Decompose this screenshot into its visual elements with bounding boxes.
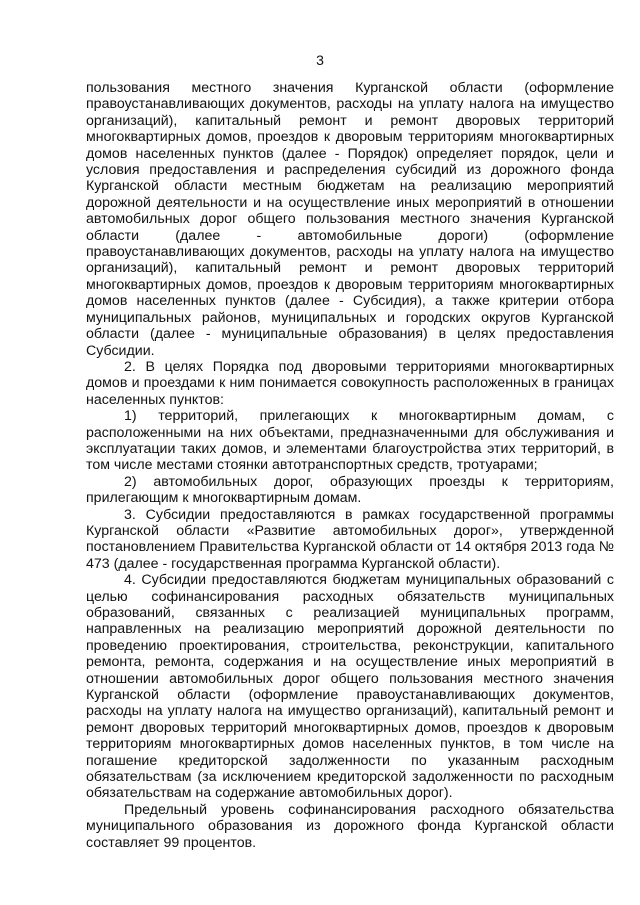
paragraph-cofinancing-limit: Предельный уровень софинансирования расходного обязательства муниципального образования из дорожного фонда Курганской области составляет 99 процентов. xyxy=(86,801,614,851)
paragraph-item-2: 2. В целях Порядка под дворовыми территориями многоквартирных домов и проездами к ним понимается совокупность расположенных в границах населенных пунктов: xyxy=(86,358,614,408)
paragraph-item-3: 3. Субсидии предоставляются в рамках государственной программы Курганской области «Развитие автомобильных дорог», утвержденной постановлением Правительства Курганской области от 14 октября 2013 года № 473 (далее - государственная программа Курганской области). xyxy=(86,506,614,572)
paragraph-subitem-1: 1) территорий, прилегающих к многоквартирным домам, с расположенными на них объектами, предназначенными для обслуживания и эксплуатации таких домов, и элементами благоустройства этих территорий, в том числе местами стоянки автотранспортных средств, тротуарами; xyxy=(86,408,614,474)
document-body xyxy=(86,80,614,851)
paragraph-item-4: 4. Субсидии предоставляются бюджетам муниципальных образований с целью софинансирования расходных обязательств муниципальных образований, связанных с реализацией муниципальных программ, направленных на реализацию мероприятий дорожной деятельности по проведению проектирования, строительства, реконструкции, капитального ремонта, ремонта, содержания и на осуществление иных мероприятий в отношении автомобильных дорог общего пользования местного значения Курганской области (оформление правоустанавливающих документов, расходы на уплату налога на имущество организаций), капитальный ремонт и ремонт дворовых территорий многоквартирных домов, проездов к дворовым территориям многоквартирных домов населенных пунктов, в том числе на погашение кредиторской задолженности по указанным расходным обязательствам (за исключением кредиторской задолженности по расходным обязательствам на содержание автомобильных дорог). xyxy=(86,572,614,802)
page-number: 3 xyxy=(316,52,324,68)
paragraph-continuation: пользования местного значения Курганской области (оформление правоустанавливающих документов, расходы на уплату налога на имущество организаций), капитальный ремонт и ремонт дворовых территорий многоквартирных домов, проездов к дворовым территориям многоквартирных домов населенных пунктов (далее - Порядок) определяет порядок, цели и условия предоставления и распределения субсидий из дорожного фонда Курганской области местным бюджетам на реализацию мероприятий дорожной деятельности и на осуществление иных мероприятий в отношении автомобильных дорог общего пользования местного значения Курганской области (далее - автомобильные дороги) (оформление правоустанавливающих документов, расходы на уплату налога на имущество организаций), капитальный ремонт и ремонт дворовых территорий многоквартирных домов, проездов к дворовым территориям многоквартирных домов населенных пунктов (далее - Субсидия), а также критерии отбора муниципальных районов, муниципальных и городских округов Курганской области (далее - муниципальные образования) в целях предоставления Субсидии. xyxy=(86,80,614,359)
paragraph-subitem-2: 2) автомобильных дорог, образующих проезды к территориям, прилегающим к многоквартирным домам. xyxy=(86,473,614,507)
